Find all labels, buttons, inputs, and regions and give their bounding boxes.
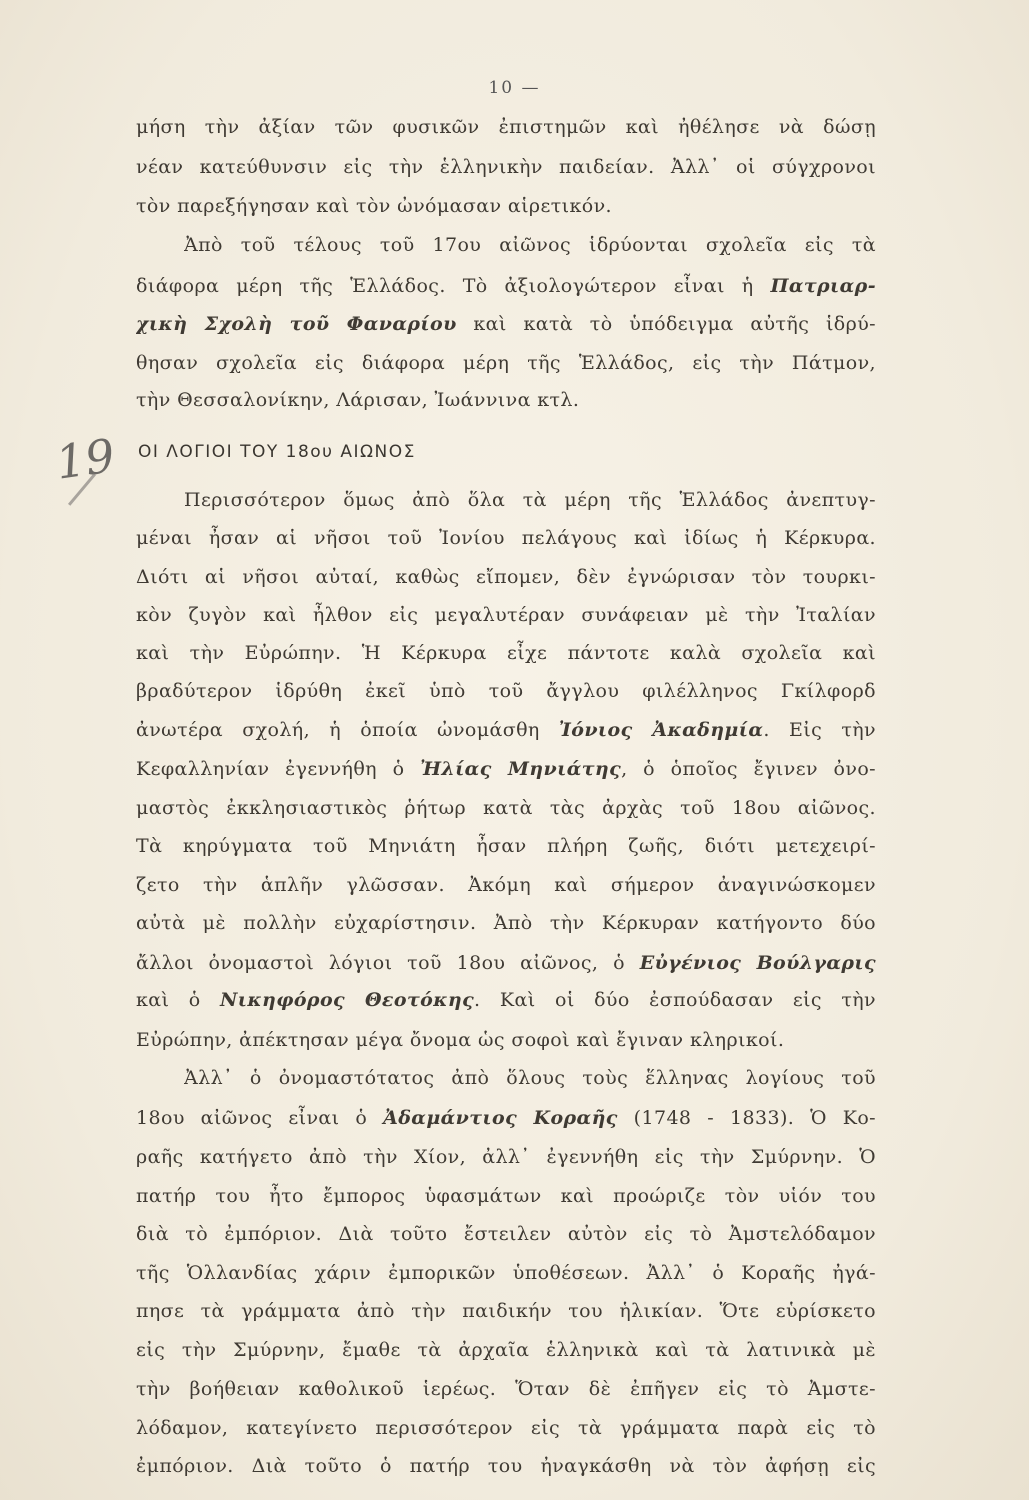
text-run: τὴν Θεσσαλονίκην, Λάρισαν, Ἰωάννινα κτλ. — [136, 389, 580, 411]
section-heading: ΟΙ ΛΟΓΙΟΙ ΤΟΥ 18ου ΑΙΩΝΟΣ — [138, 442, 416, 462]
text-run: Ἀπὸ τοῦ τέλους τοῦ 17ου αἰῶνος ἱδρύονται σχολεῖα εἰς τὰ — [184, 234, 876, 256]
text-run: πησε τὰ γράμματα ἀπὸ τὴν παιδικήν του ἡλικίαν. Ὅτε εὑρίσκετο — [136, 1300, 876, 1322]
emphasized-name: Ἰόνιος Ἀκαδημία — [558, 719, 764, 741]
text-run: ζετο τὴν ἁπλῆν γλῶσσαν. Ἀκόμη καὶ σήμερον ἀναγινώσκομεν — [136, 874, 876, 896]
handwritten-margin-note: 19 — [52, 428, 119, 490]
text-line — [136, 1142, 876, 1172]
emphasized-name: Εὐγένιος Βούλγαρις — [639, 952, 876, 974]
text-run: τῆς Ὁλλανδίας χάριν ἐμπορικῶν ὑποθέσεων. Ἀλλ᾽ ὁ Κοραῆς ἠγά- — [136, 1262, 876, 1284]
text-run: Εὐρώπην, ἀπέκτησαν μέγα ὄνομα ὡς σοφοὶ καὶ ἔγιναν κληρικοί. — [136, 1029, 785, 1051]
text-run: εἰς τὴν Σμύρνην, ἔμαθε τὰ ἀρχαῖα ἑλληνικὰ καὶ τὰ λατινικὰ μὲ — [136, 1339, 876, 1361]
text-line — [136, 1451, 876, 1481]
emphasized-name: Ἠλίας Μηνιάτης — [420, 758, 622, 780]
text-run: λόδαμον, κατεγίνετο περισσότερον εἰς τὰ γράμματα παρὰ εἰς τὸ — [136, 1417, 876, 1439]
text-line — [136, 1296, 876, 1326]
text-line — [136, 112, 876, 142]
text-run: αὐτὰ μὲ πολλὴν εὐχαρίστησιν. Ἀπὸ τὴν Κέρκυραν κατήγοντο δύο — [136, 912, 876, 934]
text-line — [136, 948, 876, 978]
text-run: ραῆς κατήγετο ἀπὸ τὴν Χίον, ἀλλ᾽ ἐγεννήθη εἰς τὴν Σμύρνην. Ὁ — [136, 1146, 876, 1168]
text-line — [136, 191, 876, 221]
text-line — [136, 715, 876, 745]
page-number: 10 — — [488, 78, 541, 98]
text-line — [136, 562, 876, 592]
text-run: καὶ κατὰ τὸ ὑπόδειγμα αὐτῆς ἱδρύ- — [456, 313, 876, 335]
text-line — [136, 638, 876, 668]
text-line — [184, 1063, 876, 1093]
text-run: , ὁ ὁποῖος ἔγινεν ὀνο- — [621, 758, 876, 780]
text-line — [136, 271, 876, 301]
text-run: (1748 - 1833). Ὁ Κο- — [617, 1107, 876, 1129]
text-line — [136, 385, 876, 415]
text-line — [136, 523, 876, 553]
text-run: Διότι αἱ νῆσοι αὐταί, καθὼς εἴπομεν, δὲν ἐγνώρισαν τὸν τουρκι- — [136, 566, 876, 588]
emphasized-name: Πατριαρ- — [770, 275, 876, 297]
emphasized-name: Νικηφόρος Θεοτόκης — [220, 989, 475, 1011]
text-line — [136, 985, 876, 1015]
text-run: . Καὶ οἱ δύο ἐσπούδασαν εἰς τὴν — [474, 989, 876, 1011]
text-run: βραδύτερον ἱδρύθη ἐκεῖ ὑπὸ τοῦ ἄγγλου φιλέλληνος Γκίλφορδ — [136, 680, 876, 702]
text-line — [136, 1374, 876, 1404]
text-run: καὶ ὁ — [136, 989, 221, 1011]
emphasized-name: χικὴ Σχολὴ τοῦ Φαναρίου — [136, 313, 457, 335]
text-run: Περισσότερον ὅμως ἀπὸ ὅλα τὰ μέρη τῆς Ἑλλάδος ἀνεπτυγ- — [184, 489, 876, 511]
text-line — [136, 908, 876, 938]
text-run: 18ου αἰῶνος εἶναι ὁ — [136, 1107, 384, 1129]
text-run: τὸν παρεξήγησαν καὶ τὸν ὠνόμασαν αἱρετικόν. — [136, 195, 612, 217]
text-line — [184, 485, 876, 515]
text-line — [136, 348, 876, 378]
text-line — [136, 1103, 876, 1133]
text-run: τὴν βοήθειαν καθολικοῦ ἱερέως. Ὅταν δὲ ἐπῆγεν εἰς τὸ Ἀμστε- — [136, 1378, 876, 1400]
text-run: . Εἰς τὴν — [763, 719, 876, 741]
text-line — [136, 831, 876, 861]
text-run: διὰ τὸ ἐμπόριον. Διὰ τοῦτο ἔστειλεν αὐτὸν εἰς τὸ Ἀμστελόδαμον — [136, 1223, 876, 1245]
text-line — [136, 1181, 876, 1211]
text-line — [136, 309, 876, 339]
text-run: κὸν ζυγὸν καὶ ἦλθον εἰς μεγαλυτέραν συνάφειαν μὲ τὴν Ἰταλίαν — [136, 604, 876, 626]
text-run: μέναι ἦσαν αἱ νῆσοι τοῦ Ἰονίου πελάγους καὶ ἰδίως ἡ Κέρκυρα. — [136, 527, 876, 549]
text-run: Τὰ κηρύγματα τοῦ Μηνιάτη ἦσαν πλήρη ζωῆς, διότι μετεχειρί- — [136, 835, 876, 857]
text-line — [136, 152, 876, 182]
text-run: νέαν κατεύθυνσιν εἰς τὴν ἑλληνικὴν παιδείαν. Ἀλλ᾽ οἱ σύγχρονοι — [136, 156, 876, 178]
text-line — [136, 600, 876, 630]
text-run: Ἀλλ᾽ ὁ ὀνομαστότατος ἀπὸ ὅλους τοὺς ἕλληνας λογίους τοῦ — [184, 1067, 876, 1089]
text-line — [136, 1335, 876, 1365]
text-run: ἐμπόριον. Διὰ τοῦτο ὁ πατήρ του ἠναγκάσθη νὰ τὸν ἀφήσῃ εἰς — [136, 1455, 876, 1477]
text-run: πατήρ του ἦτο ἔμπορος ὑφασμάτων καὶ προώριζε τὸν υἱόν του — [136, 1185, 876, 1207]
text-run: ἀνωτέρα σχολή, ἡ ὁποία ὠνομάσθη — [136, 719, 559, 741]
text-run: καὶ τὴν Εὐρώπην. Ἡ Κέρκυρα εἶχε πάντοτε καλὰ σχολεῖα καὶ — [136, 642, 876, 664]
text-line — [136, 754, 876, 784]
text-run: θησαν σχολεῖα εἰς διάφορα μέρη τῆς Ἑλλάδος, εἰς τὴν Πάτμον, — [136, 352, 876, 374]
text-line — [136, 870, 876, 900]
text-run: διάφορα μέρη τῆς Ἑλλάδος. Τὸ ἀξιολογώτερον εἶναι ἡ — [136, 275, 771, 297]
text-line — [136, 1219, 876, 1249]
text-run: μαστὸς ἐκκλησιαστικὸς ῥήτωρ κατὰ τὰς ἀρχὰς τοῦ 18ου αἰῶνος. — [136, 797, 876, 819]
text-run: ἄλλοι ὀνομαστοὶ λόγιοι τοῦ 18ου αἰῶνος, ὁ — [136, 952, 640, 974]
emphasized-name: Ἀδαμάντιος Κοραῆς — [383, 1107, 618, 1129]
text-line — [136, 676, 876, 706]
text-line — [136, 1025, 876, 1055]
text-line — [184, 230, 876, 260]
text-line — [136, 793, 876, 823]
text-line — [136, 1258, 876, 1288]
text-run: Κεφαλληνίαν ἐγεννήθη ὁ — [136, 758, 421, 780]
text-run: μήση τὴν ἀξίαν τῶν φυσικῶν ἐπιστημῶν καὶ ἠθέλησε νὰ δώσῃ — [136, 116, 876, 138]
text-line — [136, 1413, 876, 1443]
